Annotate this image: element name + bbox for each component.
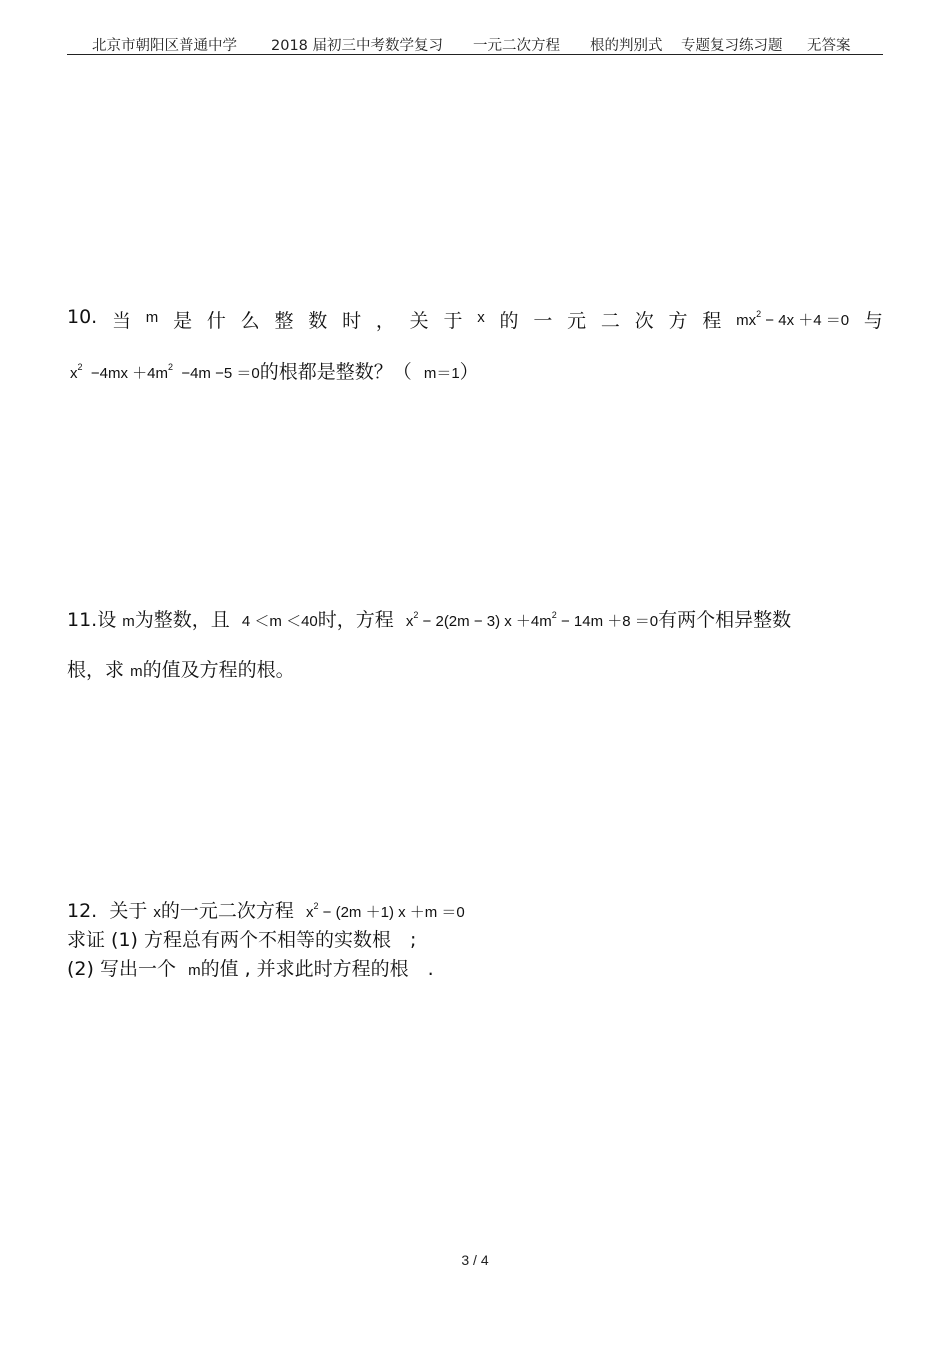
- eq-exponent: 2: [77, 362, 83, 372]
- q10-char: 次: [634, 310, 654, 332]
- q10-char: 方: [668, 310, 688, 332]
- q12-number: 12.: [67, 900, 98, 922]
- q10-char: 元: [567, 310, 587, 332]
- page-number: 3 / 4: [461, 1252, 489, 1268]
- question-12-part-2: [67, 954, 434, 981]
- q10-char: 么: [240, 310, 260, 332]
- q10-connector: 与: [863, 310, 883, 332]
- q10-text: ）: [459, 361, 479, 383]
- eq-term: mx: [736, 312, 757, 329]
- q10-char: 一: [533, 310, 553, 332]
- eq-exponent: 2: [167, 362, 173, 372]
- q11-text: 为整数，且: [134, 609, 230, 631]
- q11-text: 的值及方程的根。: [142, 659, 295, 681]
- q10-text: 的根都是整数？（: [259, 361, 412, 383]
- q10-char: 的: [499, 310, 519, 332]
- header-course: 2018 届初三中考数学复习: [271, 38, 444, 54]
- eq-term: x: [305, 904, 314, 921]
- q10-char: 是: [173, 310, 193, 332]
- q11-var-m: m: [122, 613, 135, 630]
- header-subtopic: 根的判别式: [590, 38, 663, 54]
- q12-var-m: m: [188, 962, 201, 979]
- question-12-part-1: [67, 925, 416, 952]
- q12-equation: [305, 901, 465, 921]
- eq-exponent: 2: [756, 309, 762, 319]
- question-10-line-1: [67, 306, 883, 333]
- q11-inequality: 4 ＜m ＜40: [241, 613, 318, 630]
- q10-char: 当: [112, 310, 132, 332]
- eq-term: − (2m ＋1) x ＋m ＝0: [322, 904, 465, 921]
- eq-term: x: [70, 365, 78, 382]
- q10-char: 程: [702, 310, 722, 332]
- eq-term: −4mx ＋4m: [90, 365, 168, 382]
- q11-number: 11.: [67, 609, 98, 631]
- q11-equation: [405, 610, 659, 630]
- q10-var-m: m: [145, 309, 159, 326]
- q10-char: ，: [375, 310, 395, 332]
- eq-term: −4m −5 ＝0: [181, 365, 260, 382]
- q10-char: 什: [206, 310, 226, 332]
- header-note: 无答案: [807, 38, 851, 54]
- q10-char: 整: [274, 310, 294, 332]
- q10-char: 关: [409, 310, 429, 332]
- q10-char: 二: [600, 310, 620, 332]
- question-10-line-2: [67, 357, 479, 384]
- q11-text: 设: [97, 609, 117, 631]
- q10-answer: m＝1: [423, 365, 460, 382]
- eq-exponent: 2: [313, 901, 319, 911]
- q11-text: 有两个相异整数: [658, 609, 792, 631]
- q10-equation-2: [70, 362, 260, 382]
- eq-term: x: [405, 613, 414, 630]
- q10-number: 10.: [67, 306, 98, 328]
- q12-text: (2) 写出一个: [67, 958, 176, 980]
- header-topic: 一元二次方程: [473, 38, 560, 54]
- header-school: 北京市朝阳区普通中学: [92, 38, 237, 54]
- q12-part-1-text: 求证 (1) 方程总有两个不相等的实数根 ;: [67, 929, 417, 951]
- eq-term: − 14m ＋8 ＝0: [560, 613, 659, 630]
- q11-text: 根，求: [67, 659, 125, 681]
- q12-text: 的值 , 并求此时方程的根 .: [200, 958, 434, 980]
- q12-text: 的一元二次方程: [160, 900, 294, 922]
- q11-text: 时，方程: [317, 609, 394, 631]
- eq-term: − 2(2m − 3) x ＋4m: [422, 613, 552, 630]
- header-type: 专题复习练习题: [681, 38, 783, 54]
- q10-char: 于: [443, 310, 463, 332]
- eq-term: − 4x ＋4 ＝0: [765, 312, 850, 329]
- page-header: [67, 32, 883, 55]
- question-12-line-1: [67, 896, 465, 923]
- q10-char: 数: [308, 310, 328, 332]
- q10-equation-1: [736, 306, 849, 333]
- q12-text: 关于: [109, 900, 148, 922]
- eq-exponent: 2: [551, 610, 557, 620]
- question-11-line-2: [67, 655, 295, 682]
- question-11-line-1: [67, 605, 791, 632]
- eq-exponent: 2: [413, 610, 419, 620]
- q10-var-x: x: [477, 309, 485, 326]
- q10-char: 时: [342, 310, 362, 332]
- q11-var-m: m: [130, 663, 143, 680]
- q12-var-x: x: [153, 904, 161, 921]
